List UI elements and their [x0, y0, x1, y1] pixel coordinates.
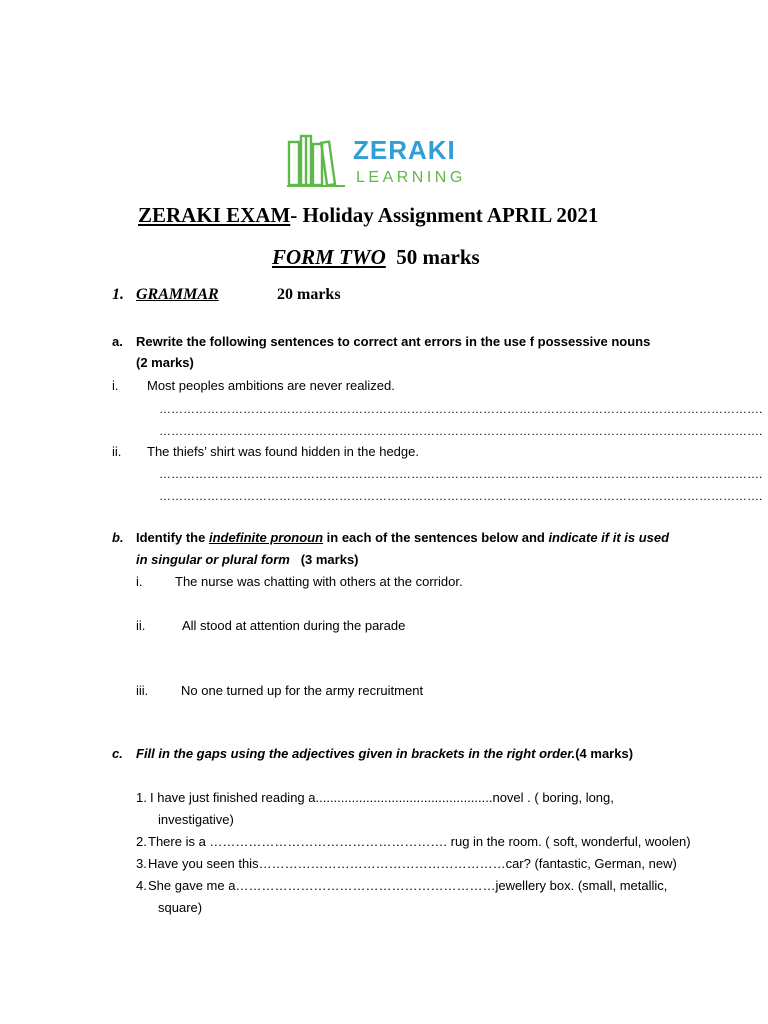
exam-title-name: ZERAKI EXAM — [138, 203, 291, 227]
question-c-item-text: There is a ………………………………………………. rug in the room. ( soft, wonderful, woolen) — [148, 834, 691, 849]
section-marks: 20 marks — [277, 286, 341, 303]
form-label: FORM TWO — [272, 245, 386, 269]
question-b-item-num: i. — [136, 574, 143, 589]
question-b-item-num: ii. — [136, 618, 146, 633]
question-b-item-text: No one turned up for the army recruitment — [181, 683, 424, 698]
question-a-text: Rewrite the following sentences to correct ant errors in the use f possessive nouns — [136, 334, 651, 349]
question-b-text-3: in each of the sentences below and — [323, 530, 549, 545]
question-c-item-num: 3. — [136, 856, 147, 871]
question-c-item-text: Have you seen this…………………………………………………car? (fantastic, German, new) — [148, 856, 677, 871]
section-number: 1. — [112, 286, 124, 303]
answer-line: ……………………………………………………………………………………………………………………………………. — [159, 402, 763, 416]
question-b-item-num: iii. — [136, 683, 149, 698]
answer-line: ……………………………………………………………………………………………………………………………………. — [159, 467, 763, 481]
question-c-marks: (4 marks) — [575, 746, 634, 761]
question-c-instruction: Fill in the gaps using the adjectives given in brackets in the right order. — [136, 746, 576, 761]
question-a-item-text: The thiefs’ shirt was found hidden in the hedge. — [147, 444, 419, 459]
question-a-item-num: ii. — [112, 444, 122, 459]
form-heading — [272, 245, 480, 270]
question-c-item-num: 4. — [136, 878, 147, 893]
question-a-item-num: i. — [112, 378, 119, 393]
answer-line: ……………………………………………………………………………………………………………………………………. — [159, 489, 763, 503]
question-b-item-text: The nurse was chatting with others at the corridor. — [175, 574, 463, 589]
question-a-item-text: Most peoples ambitions are never realized. — [147, 378, 395, 393]
question-a-marks: (2 marks) — [136, 355, 194, 370]
question-b-text — [136, 530, 669, 545]
zeraki-learning-logo — [287, 132, 487, 188]
question-c-item-num: 1. — [136, 790, 147, 805]
question-c-letter: c. — [112, 746, 123, 761]
question-c-text — [136, 746, 633, 761]
section-name: GRAMMAR — [136, 286, 219, 303]
question-c-item-text-cont: investigative) — [158, 812, 234, 827]
question-a-letter: a. — [112, 334, 123, 349]
answer-line: ……………………………………………………………………………………………………………………………………. — [159, 424, 763, 438]
books-icon — [289, 136, 335, 185]
question-b-letter: b. — [112, 530, 124, 545]
question-b-text-4: indicate if it is used — [548, 530, 670, 545]
question-c-item-text: She gave me a……………………………………………………jewellery box. (small, metallic, — [148, 878, 668, 893]
exam-title-rest: - Holiday Assignment APRIL 2021 — [290, 203, 599, 227]
question-c-item-text: I have just finished reading a.................................................novel . ( boring, long, — [150, 790, 614, 805]
question-b-text-5: in singular or plural form — [136, 552, 290, 567]
question-b-marks: (3 marks) — [300, 552, 359, 567]
question-b-text-2: indefinite pronoun — [208, 530, 324, 545]
logo-subword: LEARNING — [356, 169, 466, 186]
exam-title — [138, 203, 598, 228]
question-c-item-text-cont: square) — [158, 900, 203, 915]
form-marks: 50 marks — [396, 245, 480, 269]
question-b-text-1: Identify the — [136, 530, 209, 545]
question-c-item-num: 2. — [136, 834, 147, 849]
logo-word: ZERAKI — [353, 135, 456, 165]
question-b-text-line2 — [136, 552, 359, 567]
question-b-item-text: All stood at attention during the parade — [182, 618, 406, 633]
